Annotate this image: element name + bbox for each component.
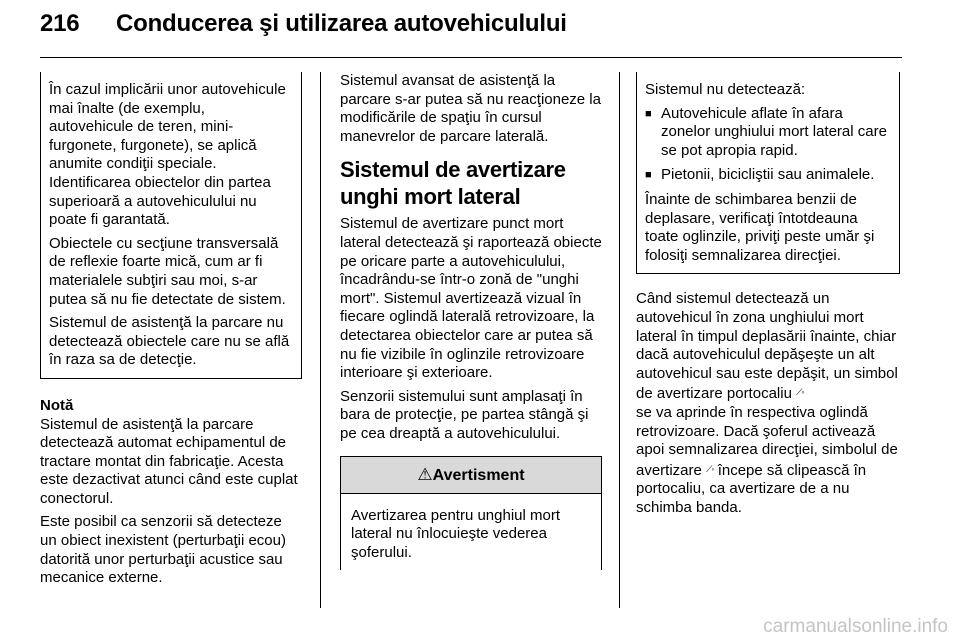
chapter-title: Conducerea şi utilizarea autovehiculului — [116, 10, 567, 37]
watermark: carmanualsonline.info — [763, 616, 948, 637]
detection-paragraph: Când sistemul detectează un autovehicul în zona unghiului mort lateral în timpul deplasării înainte, chiar dacă autovehiculul depăşeşte un alt autovehicul sau este depăşit, un simbol de avertizare portocaliu ⟋◦ se va aprinde în respectiva oglindă retrovizoare. Dacă şoferul activează apoi semnalizarea direcţiei, simbolul de avertizare ⟋◦ începe să clipească în portocaliu, ca avertizare de a nu schimba banda. — [636, 290, 898, 516]
column-left — [40, 72, 302, 593]
intro-paragraph: Sistemul avansat de asistenţă la parcare s-ar putea să nu reacţioneze la modificările de spaţiu în cursul manevrelor de parcare laterală. — [340, 72, 601, 145]
list-item: ■ Pietonii, bicicliştii sau animalele. — [645, 166, 875, 184]
section-title: Sistemul de avertizare unghi mort lateral — [340, 157, 566, 210]
column-middle — [340, 72, 602, 570]
note-paragraph: Este posibil ca senzorii să detecteze un obiect inexistent (perturbaţii ecou) datorită unor perturbaţii acustice sau mecanice externe. — [40, 513, 286, 587]
warning-header — [341, 456, 601, 494]
bullet-icon: ■ — [645, 107, 652, 120]
box-paragraph: Obiectele cu secţiune transversală de reflexie foarte mică, cum ar fi materialele subţiri sau moi, s-ar putea să nu fie detectate de sistem. — [49, 234, 286, 308]
box-paragraph: În cazul implicării unor autovehicule mai înalte (de exemplu, autovehicule de teren, mini-furgonete, furgonete), se aplică anumite condiţii speciale. Identificarea obiectelor din partea superioară a autovehiculului nu poate fi garantată. — [49, 81, 286, 229]
warning-text: Avertizarea pentru unghiul mort lateral nu înlocuieşte vederea şoferului. — [351, 506, 561, 561]
limitations-box — [40, 72, 302, 379]
body-paragraph: Sistemul de avertizare punct mort lateral detectează şi raportează obiecte pe oricare parte a autovehiculului, încadrându-se într-o zonă de "unghi mort". Sistemul avertizează vizual în fiecare oglindă laterală retrovizoare, la detectarea obiectelor care ar putea să nu fie vizibile în oglinzile retrovizoare interioare şi exterioare. — [340, 215, 602, 382]
bullet-icon: ■ — [645, 169, 652, 182]
column-divider-1 — [320, 72, 321, 608]
column-right — [636, 72, 900, 522]
warning-triangle-icon: ⚠ — [417, 464, 433, 484]
not-detected-box — [636, 72, 900, 274]
blind-spot-warning-icon: ⟋◦ — [796, 387, 804, 398]
body-paragraph: Senzorii sistemului sunt amplasaţi în bara de protecţie, pe partea stângă şi pe cea dreaptă a autovehiculului. — [340, 387, 589, 442]
note-title: Notă — [40, 396, 74, 414]
warning-title: Avertisment — [432, 466, 525, 484]
blind-spot-warning-icon: ⟋◦ — [706, 463, 714, 474]
list-item: ■ Autovehicule aflate în afara zonelor unghiului mort lateral care se pot apropia rapid. — [645, 104, 887, 159]
box-paragraph: Sistemul de asistenţă la parcare nu detectează obiectele care nu se află în raza sa de detecţie. — [49, 314, 290, 369]
column-divider-2 — [619, 72, 620, 608]
box-outro: Înainte de schimbarea benzii de deplasare, verificaţi întotdeauna toate oglinzile, priviţi peste umăr şi folosiţi semnalizarea direcţiei. — [645, 190, 875, 264]
page-header — [40, 10, 567, 38]
note-paragraph: Sistemul de asistenţă la parcare detectează automat echipamentul de tractare montat din fabricaţie. Acesta este dezactivat atunci când este cuplat conectorul. — [40, 415, 298, 507]
box-intro: Sistemul nu detectează: — [645, 81, 806, 98]
page-number: 216 — [40, 10, 80, 37]
warning-box — [340, 456, 602, 571]
header-rule — [40, 57, 902, 58]
